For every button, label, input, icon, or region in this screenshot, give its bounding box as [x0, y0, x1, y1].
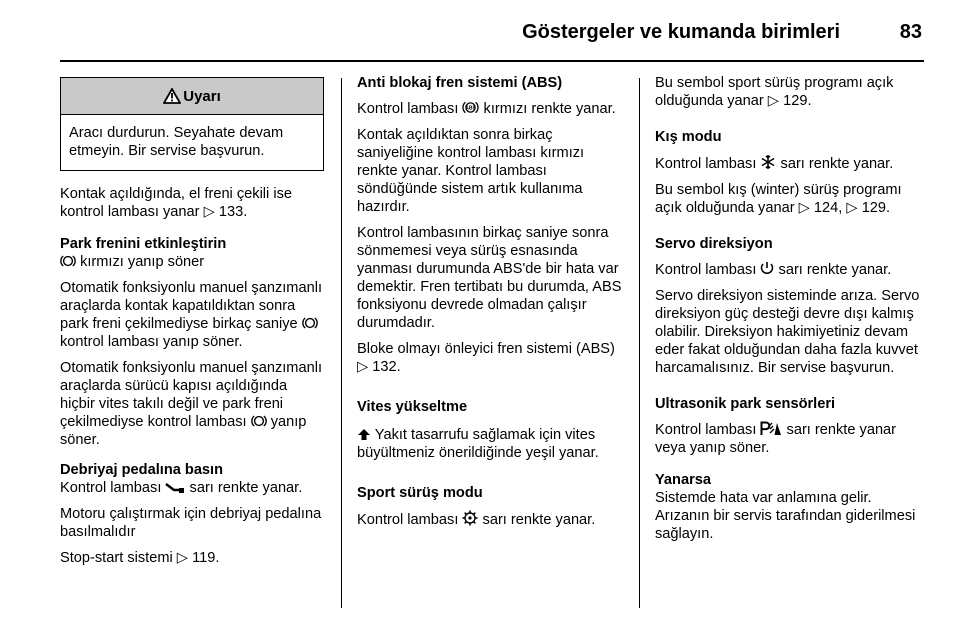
ignition-text: Kontak açıldığında, el freni çekili ise kontrol lambası yanar	[60, 186, 293, 220]
power-steering-p2: Servo direksiyon sisteminde arıza. Servo direksiyon güç desteği devre dışı kalmış olabilir. Direksiyon hakimiyetiniz devam eder fakat olduğundan daha fazla kuvvet harcamalısınız. Bir servise başvurun.	[655, 288, 920, 376]
parking-brake-icon	[251, 414, 267, 428]
column-2	[357, 74, 627, 529]
upshift-arrow-icon	[357, 428, 371, 441]
ignition-page-ref: 133.	[218, 204, 248, 220]
parking-brake-icon	[60, 254, 76, 268]
header-rule	[60, 60, 924, 62]
power-steering-p1	[655, 261, 927, 279]
power-steering-p1-text-a: Kontrol lambası	[655, 262, 757, 278]
stop-start-text: Stop-start sistemi	[60, 550, 173, 566]
abs-p4	[357, 340, 627, 376]
sport-mode-icon	[462, 510, 478, 526]
park-brake-p1-text: kırmızı yanıp söner	[80, 254, 205, 270]
warning-header	[61, 78, 323, 115]
ultrasonic-p	[655, 421, 927, 457]
winter-mode-p1-text-b: sarı renkte yanar.	[780, 156, 894, 172]
clutch-p3	[60, 549, 326, 567]
abs-p1-text-b: kırmızı renkte yanar.	[483, 101, 616, 117]
winter-mode-p1	[655, 154, 927, 173]
park-brake-p2	[60, 279, 326, 351]
clutch-p1-text-b: sarı renkte yanar.	[189, 480, 303, 496]
ultrasonic-text-b: sarı renkte yanar veya yanıp söner.	[655, 422, 897, 456]
abs-p3: Kontrol lambasının birkaç saniye sonra sönmemesi veya sürüş esnasında yanması durumunda ABS'de bir hata var demektir. Fren tertibatı bu durumda, ABS fonksiyonu devrede olmadan çalışır durumdadır.	[357, 225, 622, 331]
sport-mode-heading: Sport sürüş modu	[357, 485, 483, 501]
if-lit-p: Sistemde hata var anlamına gelir. Arızanın bir servis tarafından giderilmesi sağlayın.	[655, 490, 916, 542]
column-3	[655, 74, 927, 543]
reference-arrow-icon: ▷	[767, 93, 780, 109]
sport-mode-text-b: sarı renkte yanar.	[482, 512, 596, 528]
park-brake-p3-text-b: yanıp söner.	[60, 414, 307, 448]
clutch-heading: Debriyaj pedalına basın	[60, 462, 224, 478]
clutch-pedal-icon	[165, 482, 185, 494]
power-steering-heading: Servo direksiyon	[655, 236, 773, 252]
park-brake-p2-text-a: Otomatik fonksiyonlu manuel şanzımanlı araçlarda kontak kapatıldıktan sonra park freni çekilmediyse birkaç saniye	[60, 280, 322, 332]
park-brake-p3	[60, 359, 326, 449]
snowflake-icon	[760, 154, 776, 170]
winter-mode-p2	[655, 181, 927, 217]
park-brake-p1	[60, 253, 326, 271]
ignition-paragraph	[60, 185, 326, 221]
clutch-p2: Motoru çalıştırmak için debriyaj pedalına basılmalıdır	[60, 506, 322, 540]
sport-mode-p	[357, 510, 627, 529]
gear-shift-heading: Vites yükseltme	[357, 399, 468, 415]
park-brake-heading: Park frenini etkinleştirin	[60, 236, 227, 252]
ultrasonic-text-a: Kontrol lambası	[655, 422, 757, 438]
sport-mode-p2	[655, 74, 927, 110]
park-sensor-icon	[760, 421, 782, 436]
reference-arrow-icon: ▷	[203, 204, 215, 220]
column-divider-1	[341, 78, 342, 608]
winter-mode-p2-text: Bu sembol kış (winter) sürüş programı açık olduğunda yanar	[655, 182, 902, 216]
ultrasonic-heading: Ultrasonik park sensörleri	[655, 396, 836, 412]
page-number: 83	[899, 21, 922, 43]
power-steering-p1-text-b: sarı renkte yanar.	[778, 262, 892, 278]
if-lit-heading: Yanarsa	[655, 472, 711, 488]
abs-page-ref: 132.	[372, 359, 401, 375]
reference-arrow-icon: ▷	[798, 200, 810, 216]
warning-box	[60, 77, 324, 171]
abs-p1	[357, 100, 627, 118]
warning-body: Aracı durdurun. Seyahate devam etmeyin. Bir servise başvurun.	[69, 125, 284, 159]
abs-icon	[462, 100, 479, 115]
stop-start-page-ref: 119.	[192, 550, 220, 566]
gear-shift-p	[357, 426, 627, 462]
sport-mode-page-ref: 129.	[783, 93, 812, 109]
clutch-p1-text-a: Kontrol lambası	[60, 480, 162, 496]
gear-shift-text: Yakıt tasarrufu sağlamak için vites büyültmeniz önerildiğinde yeşil yanar.	[357, 427, 599, 461]
sport-mode-text-a: Kontrol lambası	[357, 512, 459, 528]
sport-mode-p2-text: Bu sembol sport sürüş programı açık olduğunda yanar	[655, 75, 894, 109]
page-header-title: Göstergeler ve kumanda birimleri	[522, 21, 840, 43]
column-divider-2	[639, 78, 640, 608]
winter-page-ref-1: 124,	[813, 200, 843, 216]
abs-heading: Anti blokaj fren sistemi (ABS)	[357, 75, 563, 91]
winter-mode-heading: Kış modu	[655, 129, 722, 145]
column-1	[60, 74, 326, 567]
warning-triangle-icon	[163, 88, 181, 104]
warning-title: Uyarı	[183, 87, 221, 105]
parking-brake-icon	[302, 316, 318, 330]
reference-arrow-icon: ▷	[357, 359, 369, 375]
winter-page-ref-2: 129.	[861, 200, 891, 216]
reference-arrow-icon: ▷	[176, 550, 189, 566]
clutch-p1	[60, 479, 326, 497]
steering-wheel-icon	[760, 261, 774, 276]
park-brake-p3-text-a: Otomatik fonksiyonlu manuel şanzımanlı araçlarda sürücü kapısı açıldığında hiçbir vites takılı değil ve park freni çekilmediyse kontrol lambası	[60, 360, 322, 430]
abs-p4-text: Bloke olmayı önleyici fren sistemi (ABS)	[357, 341, 615, 357]
abs-p1-text-a: Kontrol lambası	[357, 101, 459, 117]
park-brake-p2-text-b: kontrol lambası yanıp söner.	[60, 334, 243, 350]
reference-arrow-icon: ▷	[846, 200, 858, 216]
svg-text:ABS: ABS	[465, 105, 477, 112]
winter-mode-p1-text-a: Kontrol lambası	[655, 156, 757, 172]
abs-p2: Kontak açıldıktan sonra birkaç saniyeliğine kontrol lambası kırmızı renkte yanar. Kontrol lambası söndüğünde sistem artık kullanıma hazırdır.	[357, 127, 585, 215]
